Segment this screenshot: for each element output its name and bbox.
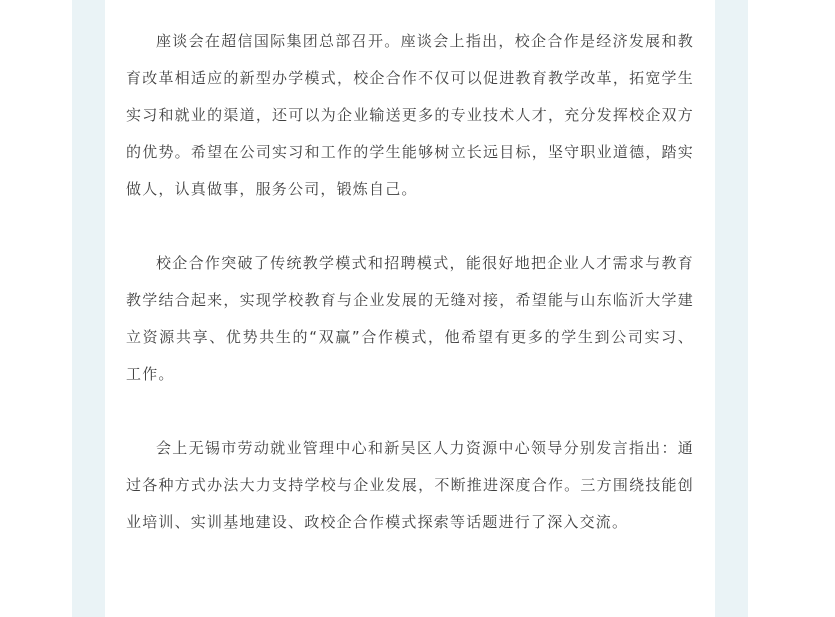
article-paragraph-2: 校企合作突破了传统教学模式和招聘模式，能很好地把企业人才需求与教育教学结合起来，实现学校教育与企业发展的无缝对接，希望能与山东临沂大学建立资源共享、优势共生的“双赢”合作模式，他希望有更多的学生到公司实习、工作。 [126,254,694,383]
article-paragraph-1: 座谈会在超信国际集团总部召开。座谈会上指出，校企合作是经济发展和教育改革相适应的新型办学模式，校企合作不仅可以促进教育教学改革，拓宽学生实习和就业的渠道，还可以为企业输送更多的专业技术人才，充分发挥校企双方的优势。希望在公司实习和工作的学生能够树立长远目标，坚守职业道德，踏实做人，认真做事，服务公司，锻炼自己。 [126,32,694,198]
article-body [126,23,694,541]
paragraph-spacer [126,393,694,430]
article-paragraph-3: 会上无锡市劳动就业管理中心和新吴区人力资源中心领导分别发言指出：通过各种方式办法大力支持学校与企业发展，不断推进深度合作。三方围绕技能创业培训、实训基地建设、政校企合作模式探索等话题进行了深入交流。 [126,439,694,531]
paragraph-spacer [126,208,694,245]
